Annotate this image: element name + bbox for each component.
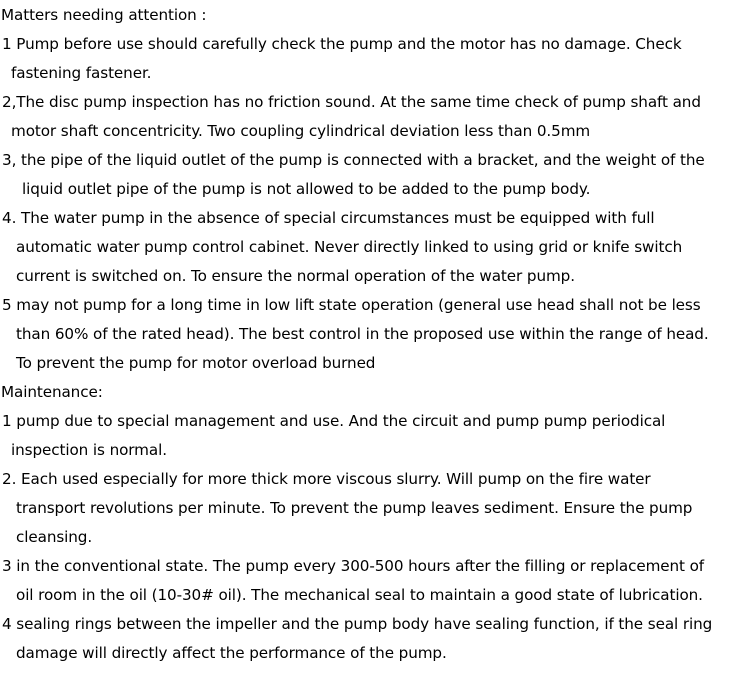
attention-item-4-line-2: automatic water pump control cabinet. Never directly linked to using grid or knife switch <box>16 238 683 256</box>
attention-item-2-line-2: motor shaft concentricity. Two coupling cylindrical deviation less than 0.5mm <box>11 122 591 140</box>
attention-item-5-line-1: 5 may not pump for a long time in low lift state operation (general use head shall not be less <box>2 296 701 314</box>
maintenance-item-2-line-3: cleansing. <box>16 528 93 546</box>
maintenance-item-1-line-2: inspection is normal. <box>11 441 167 459</box>
maintenance-item-1-line-1: 1 pump due to special management and use. And the circuit and pump pump periodical <box>2 412 666 430</box>
attention-item-5-line-2: than 60% of the rated head). The best control in the proposed use within the range of head. <box>16 325 709 343</box>
attention-item-4-line-3: current is switched on. To ensure the normal operation of the water pump. <box>16 267 575 285</box>
attention-item-1-line-1: 1 Pump before use should carefully check the pump and the motor has no damage. Check <box>2 35 682 53</box>
attention-item-4-line-1: 4. The water pump in the absence of special circumstances must be equipped with full <box>2 209 655 227</box>
maintenance-item-3-line-2: oil room in the oil (10-30# oil). The mechanical seal to maintain a good state of lubrication. <box>16 586 703 604</box>
attention-item-3-line-1: 3, the pipe of the liquid outlet of the pump is connected with a bracket, and the weight of the <box>2 151 705 169</box>
maintenance-item-2-line-2: transport revolutions per minute. To prevent the pump leaves sediment. Ensure the pump <box>16 499 693 517</box>
attention-item-1-line-2: fastening fastener. <box>11 64 152 82</box>
attention-heading: Matters needing attention : <box>1 6 207 24</box>
maintenance-item-3-line-1: 3 in the conventional state. The pump every 300-500 hours after the filling or replacement of <box>2 557 705 575</box>
maintenance-item-4-line-1: 4 sealing rings between the impeller and the pump body have sealing function, if the seal ring <box>2 615 713 633</box>
maintenance-item-2-line-1: 2. Each used especially for more thick more viscous slurry. Will pump on the fire water <box>2 470 651 488</box>
attention-item-5-line-3: To prevent the pump for motor overload burned <box>16 354 376 372</box>
attention-item-3-line-2: liquid outlet pipe of the pump is not allowed to be added to the pump body. <box>22 180 591 198</box>
maintenance-heading: Maintenance: <box>1 383 103 401</box>
maintenance-item-4-line-2: damage will directly affect the performance of the pump. <box>16 644 447 662</box>
attention-item-2-line-1: 2,The disc pump inspection has no friction sound. At the same time check of pump shaft and <box>2 93 701 111</box>
